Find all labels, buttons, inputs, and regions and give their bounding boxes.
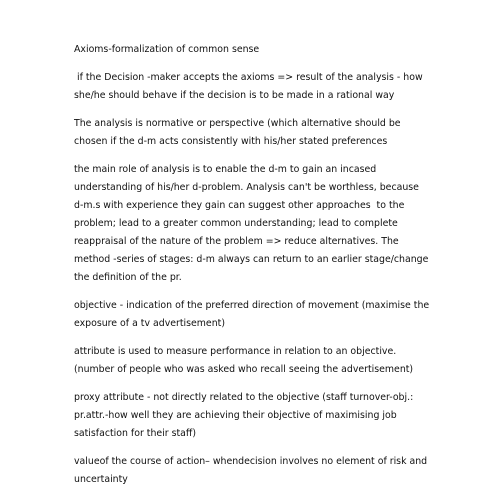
paragraph-proxy-attribute	[74, 389, 426, 443]
paragraph-normative	[74, 115, 426, 151]
text-line: pr.attr.-how well they are achieving their objective of maximising job	[74, 410, 397, 421]
text-line: proxy attribute - not directly related to the objective (staff turnover-obj.:	[74, 392, 414, 403]
paragraph-objective	[74, 297, 430, 333]
text-line: if the Decision -maker accepts the axioms => result of the analysis - how	[74, 72, 423, 83]
text-line: uncertainty	[74, 474, 128, 485]
paragraph-attribute	[74, 343, 426, 379]
text-line: understanding of his/her d-problem. Analysis can't be worthless, because	[74, 182, 419, 193]
text-line: exposure of a tv advertisement)	[74, 318, 225, 329]
text-line: objective - indication of the preferred direction of movement (maximise the	[74, 300, 430, 311]
text-line: Axioms-formalization of common sense	[74, 44, 260, 55]
text-line: The analysis is normative or perspective (which alternative should be	[74, 118, 401, 129]
paragraph-main-role	[74, 161, 429, 287]
text-line: (number of people who was asked who recall seeing the advertisement)	[74, 364, 414, 375]
paragraph-axioms	[74, 41, 426, 59]
text-line: valueof the course of action– whendecision involves no element of risk and	[74, 456, 428, 467]
text-line: satisfaction for their staff)	[74, 428, 197, 439]
text-line: she/he should behave if the decision is to be made in a rational way	[74, 90, 395, 101]
text-line: chosen if the d-m acts consistently with his/her stated preferences	[74, 136, 388, 147]
paragraph-decision-maker	[74, 69, 426, 105]
text-line: problem; lead to a greater common understanding; lead to complete	[74, 218, 398, 229]
paragraph-value	[74, 453, 426, 489]
text-line: attribute is used to measure performance in relation to an objective.	[74, 346, 397, 357]
text-line: the definition of the pr.	[74, 272, 182, 283]
text-line: the main role of analysis is to enable the d-m to gain an incased	[74, 164, 377, 175]
text-line: reappraisal of the nature of the problem => reduce alternatives. The	[74, 236, 399, 247]
text-line: method -series of stages: d-m always can return to an earlier stage/change	[74, 254, 429, 265]
text-line: d-m.s with experience they gain can suggest other approaches to the	[74, 200, 405, 211]
document-page	[74, 41, 430, 499]
